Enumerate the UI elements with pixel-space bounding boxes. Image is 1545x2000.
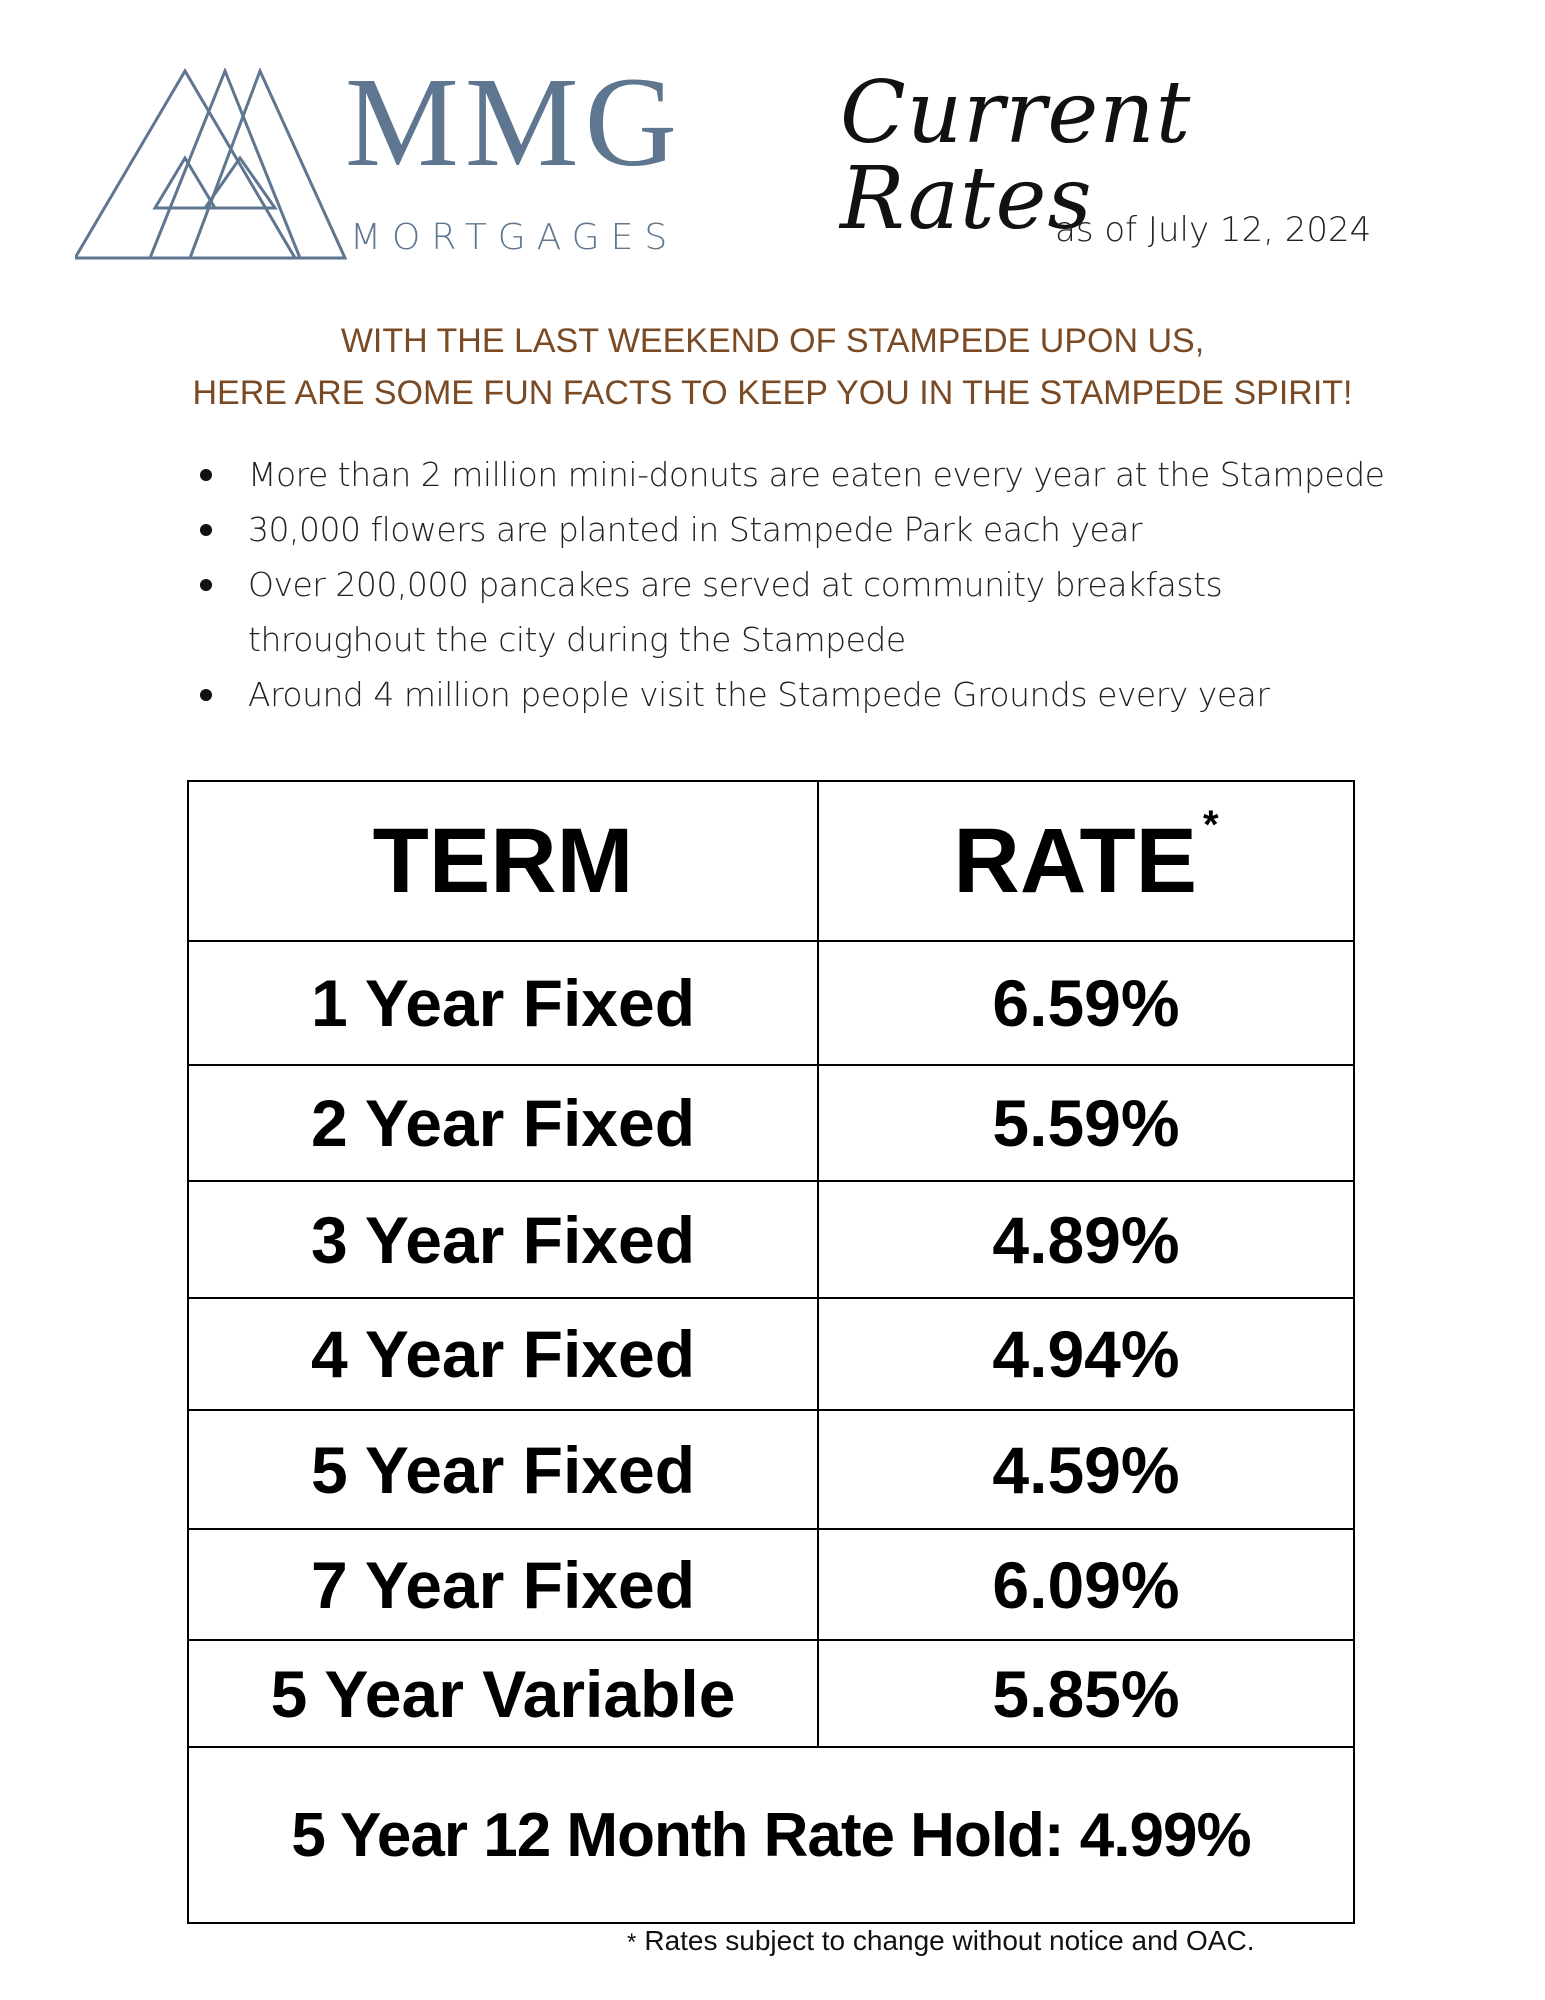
table-row [189,1066,1353,1182]
rate-cell: 5.85% [992,1656,1180,1731]
rates-table [187,780,1355,1924]
term-cell: 5 Year Variable [189,1641,819,1746]
list-item: Over 200,000 pancakes are served at community breakfasts throughout the city during the Stampede [200,557,1400,667]
fun-facts-list [200,447,1400,722]
term-cell: 4 Year Fixed [189,1299,819,1409]
term-cell: 5 Year Fixed [189,1411,819,1528]
term-cell: 7 Year Fixed [189,1530,819,1639]
page-title: Current Rates [840,63,1192,249]
rate-asterisk: * [1203,802,1219,847]
rate-hold-cell: 5 Year 12 Month Rate Hold: 4.99% [291,1800,1251,1870]
logo [75,51,695,268]
rate-cell: 4.59% [992,1432,1180,1507]
table-row [189,1182,1353,1299]
term-column-header: TERM [189,782,819,940]
rate-cell: 4.89% [992,1202,1180,1277]
rate-cell: 6.59% [992,966,1180,1040]
table-row [189,1299,1353,1411]
disclaimer-text: Rates subject to change without notice and OAC. [644,1925,1255,1956]
headline-line-1: WITH THE LAST WEEKEND OF STAMPEDE UPON US, [340,322,1205,360]
rate-cell: 4.94% [992,1317,1180,1391]
table-header-row [189,782,1353,942]
disclaimer-asterisk: * [627,1929,637,1956]
rate-cell: 5.59% [992,1086,1180,1160]
term-cell: 2 Year Fixed [189,1066,819,1180]
term-cell: 3 Year Fixed [189,1182,819,1297]
logo-subtitle: MORTGAGES [350,217,679,258]
term-cell: 1 Year Fixed [189,942,819,1064]
table-row [189,1641,1353,1748]
table-row [189,1411,1353,1530]
triangle-lattice-logo-icon [75,68,375,268]
list-item: More than 2 million mini-donuts are eaten every year at the Stampede [200,447,1400,502]
table-row [189,942,1353,1066]
headline-line-2: HERE ARE SOME FUN FACTS TO KEEP YOU IN THE STAMPEDE SPIRIT! [192,374,1353,412]
rate-cell: 6.09% [992,1547,1180,1622]
list-item: 30,000 flowers are planted in Stampede Park each year [200,502,1400,557]
disclaimer [627,1925,1254,1957]
table-row [189,1530,1353,1641]
as-of-date: as of July 12, 2024 [1055,210,1372,250]
list-item: Around 4 million people visit the Stampede Grounds every year [200,667,1400,722]
rate-column-header: RATE * [953,802,1219,912]
rate-hold-row [189,1748,1353,1922]
logo-wordmark: MMG [345,51,684,193]
